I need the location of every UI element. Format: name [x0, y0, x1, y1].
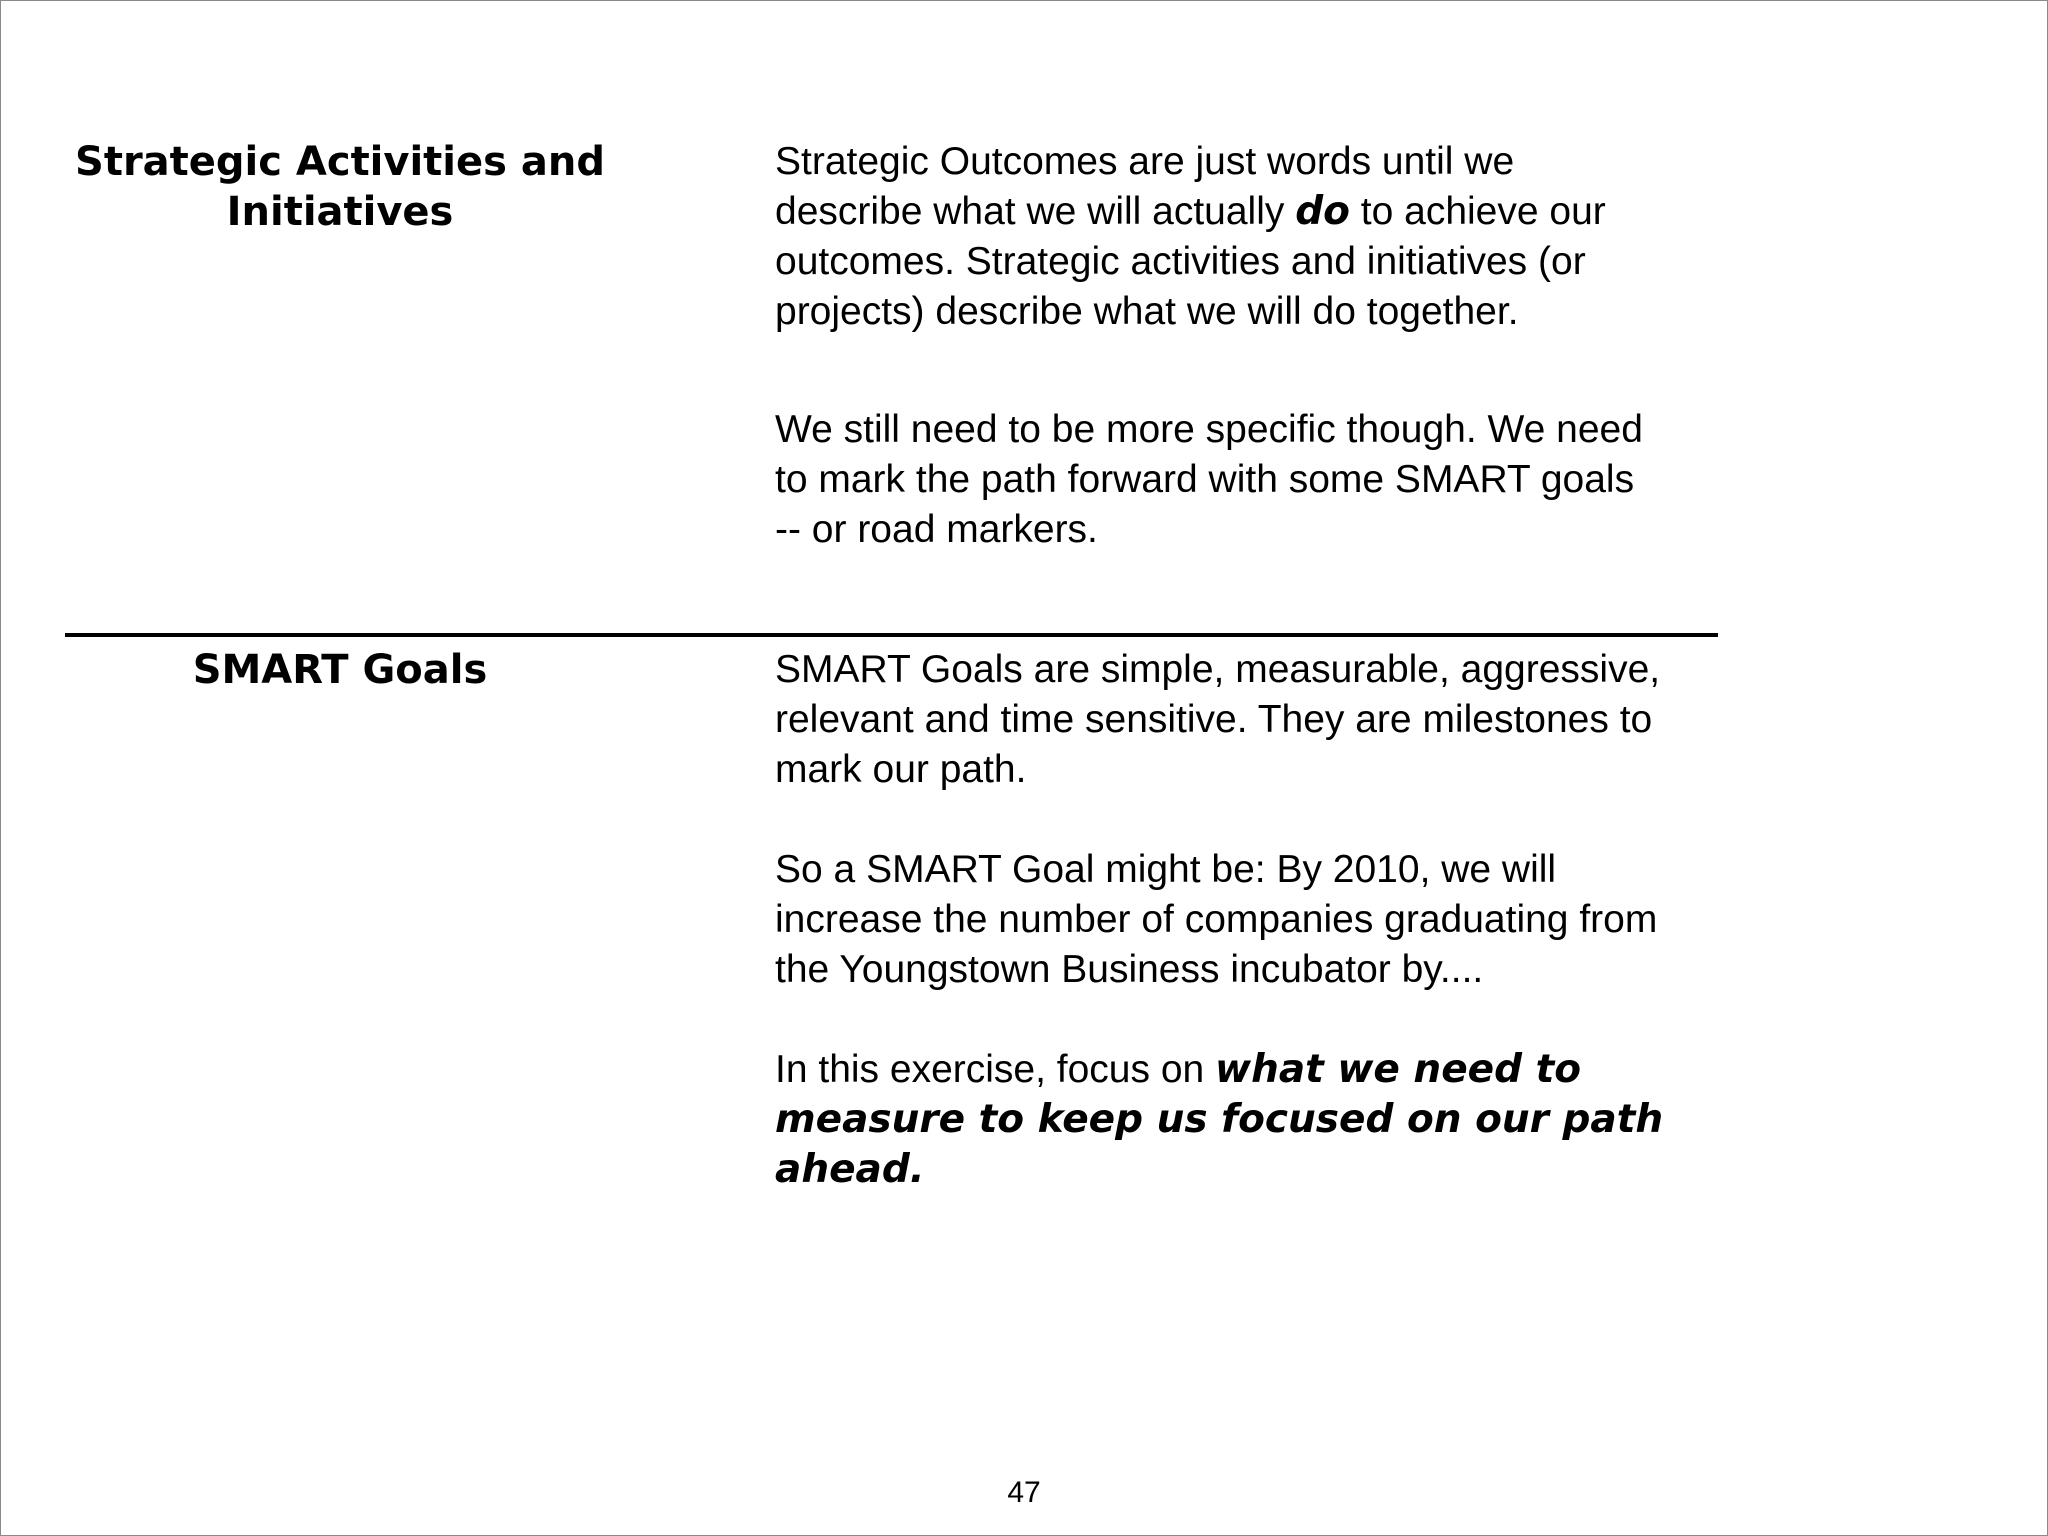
- exercise-focus-paragraph: [775, 1045, 1715, 1195]
- text-line: increase the number of companies graduating from: [775, 898, 1658, 941]
- strategic-outcomes-paragraph: [775, 137, 1715, 337]
- text-line: relevant and time sensitive. They are milestones to: [775, 698, 1653, 741]
- text-run: In this exercise, focus on: [775, 1048, 1216, 1091]
- emphasis-text: measure to keep us focused on our path: [775, 1097, 1664, 1142]
- heading-line: Strategic Activities and: [75, 139, 605, 185]
- text-run: to achieve our: [1349, 190, 1606, 233]
- text-line: SMART Goals are simple, measurable, aggressive,: [775, 648, 1661, 691]
- text-line: outcomes. Strategic activities and initiatives (or: [775, 240, 1586, 283]
- smart-goal-example-paragraph: [775, 845, 1715, 995]
- text-line: mark our path.: [775, 748, 1027, 791]
- text-line: projects) describe what we will do together.: [775, 290, 1519, 333]
- smart-goals-definition-paragraph: [775, 645, 1715, 795]
- text-line: [775, 1045, 1715, 1095]
- text-line: the Youngstown Business incubator by....: [775, 948, 1484, 991]
- page-number: 47: [1007, 1476, 1041, 1509]
- text-line: So a SMART Goal might be: By 2010, we will: [775, 848, 1557, 891]
- text-line: to mark the path forward with some SMART goals: [775, 458, 1635, 501]
- section-divider: [65, 633, 1718, 637]
- text-line: [775, 187, 1715, 237]
- section-heading-smart-goals: [60, 645, 620, 695]
- text-line: Strategic Outcomes are just words until we: [775, 140, 1515, 183]
- heading-line: Initiatives: [226, 189, 454, 235]
- emphasis-text: what we need to: [1215, 1047, 1582, 1092]
- section-heading-strategic-activities: [60, 137, 620, 237]
- text-line: We still need to be more specific though. We need: [775, 408, 1643, 451]
- text-line: -- or road markers.: [775, 508, 1098, 551]
- text-run: describe what we will actually: [775, 190, 1296, 233]
- heading-line: SMART Goals: [192, 647, 488, 693]
- emphasis-text: ahead.: [775, 1147, 925, 1192]
- specific-goals-paragraph: [775, 405, 1715, 555]
- emphasis-text: do: [1295, 189, 1350, 234]
